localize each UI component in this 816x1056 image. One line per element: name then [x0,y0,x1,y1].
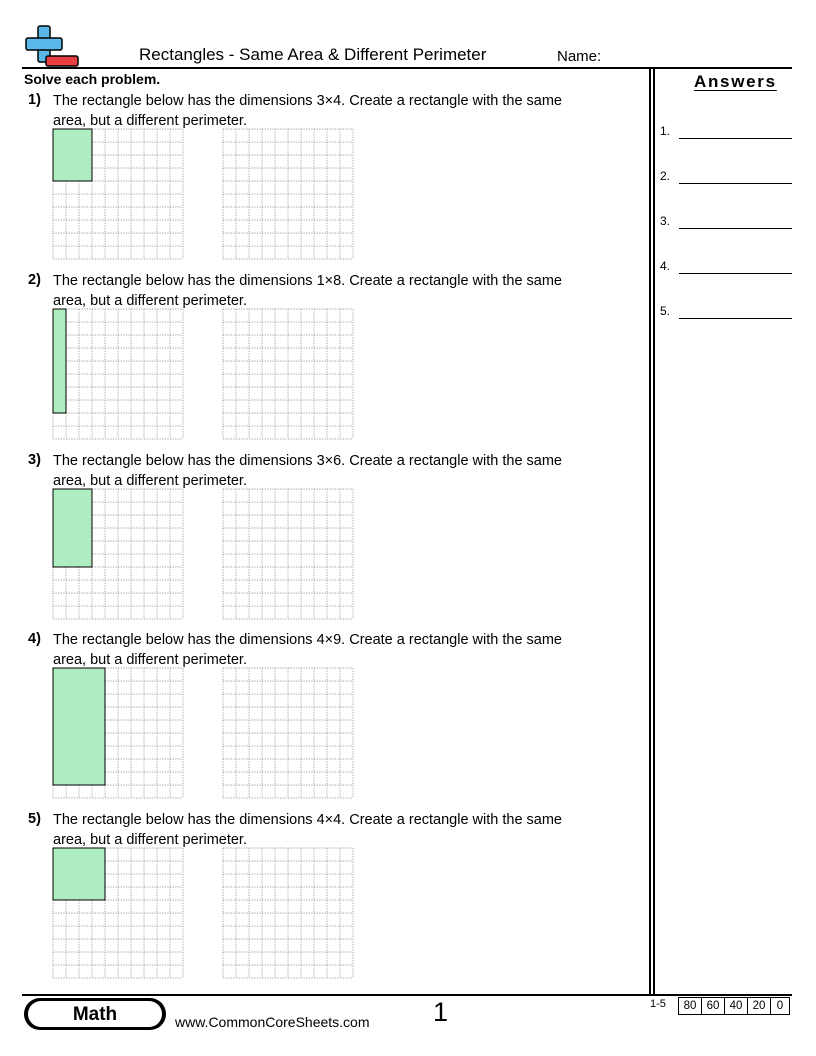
problem-text-line1: The rectangle below has the dimensions 3×4. Create a rectangle with the same [53,93,563,109]
problem-text-line2: area, but a different perimeter. [53,831,247,848]
problem-number: 2) [28,272,41,288]
problem-number: 4) [28,631,41,647]
answer-number-4: 4. [660,259,671,273]
problem-text-line2: area, but a different perimeter. [53,292,247,309]
answer-number-3: 3. [660,214,671,228]
website-link[interactable]: www.CommonCoreSheets.com [175,1014,370,1030]
answer-blank-2[interactable] [679,183,792,184]
answer-grid-4 [223,668,353,798]
answer-grid-2 [223,309,353,439]
answers-title: Answers [694,72,777,91]
answer-blank-3[interactable] [679,228,792,229]
answer-number-1: 1. [660,124,671,138]
given-rectangle-3 [53,489,92,567]
problem-text-line2: area, but a different perimeter. [53,112,247,129]
given-rectangle-1 [53,129,92,181]
problem-text-line2: area, but a different perimeter. [53,472,247,489]
problem-text-line1: The rectangle below has the dimensions 4×9. Create a rectangle with the same [53,632,563,648]
answer-number-2: 2. [660,169,671,183]
problem-text-line2: area, but a different perimeter. [53,651,247,668]
problem-number: 1) [28,92,41,108]
answer-blank-4[interactable] [679,273,792,274]
score-range: 1-5 [650,998,666,1010]
answer-blank-1[interactable] [679,138,792,139]
problem-number: 5) [28,811,41,827]
instructions: Solve each problem. [24,71,161,87]
problem-text-line1: The rectangle below has the dimensions 1×8. Create a rectangle with the same [53,273,563,289]
given-grid-2 [53,309,183,439]
subject-label: Math [72,1004,118,1025]
page-number: 1 [433,997,449,1027]
answer-grid-5 [223,848,353,978]
answer-column-divider-inner [653,68,655,995]
answer-number-5: 5. [660,304,671,318]
problem-number: 3) [28,452,41,468]
answer-grid-1 [223,129,353,259]
problem-text-line1: The rectangle below has the dimensions 4×4. Create a rectangle with the same [53,812,563,828]
answer-grid-3 [223,489,353,619]
score-cell: 0 [770,998,789,1014]
answer-blank-5[interactable] [679,318,792,319]
given-rectangle-5 [53,848,105,900]
score-cell: 20 [747,998,770,1014]
name-label: Name: [557,48,602,65]
given-rectangle-4 [53,668,105,785]
problem-text-line1: The rectangle below has the dimensions 3×6. Create a rectangle with the same [53,453,563,469]
score-cell: 80 [683,1000,697,1012]
given-rectangle-2 [53,309,66,413]
score-cell: 40 [724,998,747,1014]
score-table [678,997,790,1015]
worksheet-title: Rectangles - Same Area & Different Perimeter [139,45,487,64]
score-cell: 60 [701,998,724,1014]
